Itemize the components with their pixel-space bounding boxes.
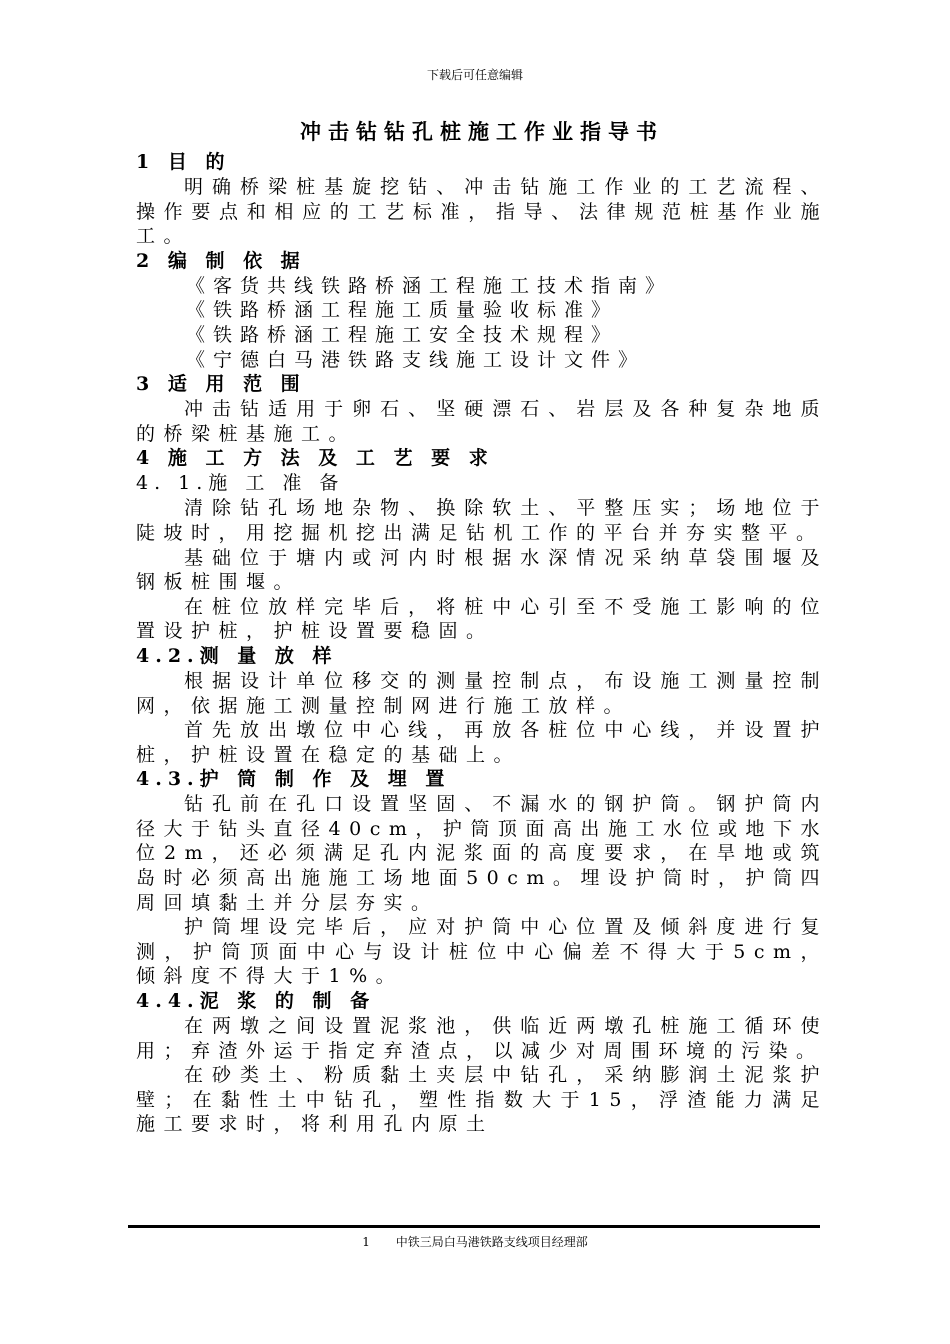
- page-number: 1: [362, 1235, 370, 1249]
- paragraph: 根据设计单位移交的测量控制点，布设施工测量控制网，依据施工测量控制网进行施工放样。: [136, 669, 828, 717]
- paragraph: 护筒埋设完毕后，应对护筒中心位置及倾斜度进行复测，护筒顶面中心与设计桩位中心偏差不得大于5cm，倾斜度不得大于1%。: [136, 916, 828, 988]
- paragraph: 基础位于塘内或河内时根据水深情况采纳草袋围堰及钢板桩围堰。: [136, 546, 828, 594]
- reference-item: 《宁德白马港铁路支线施工设计文件》: [186, 348, 646, 371]
- subsection-heading-preparation: 4. 1.施 工 准 备: [136, 472, 345, 495]
- paragraph: 首先放出墩位中心线，再放各桩位中心线，并设置护桩，护桩设置在稳定的基础上。: [136, 719, 828, 766]
- section-heading-methods: 4 施 工 方 法 及 工 艺 要 求: [136, 447, 494, 470]
- paragraph: 明确桥梁桩基旋挖钻、冲击钻施工作业的工艺流程、操作要点和相应的工艺标准，指导、法律规范桩基作业施工。: [136, 176, 828, 248]
- paragraph: 冲击钻适用于卵石、坚硬漂石、岩层及各种复杂地质的桥梁桩基施工。: [136, 398, 828, 445]
- paragraph: 在桩位放样完毕后，将桩中心引至不受施工影响的位置设护桩，护桩设置要稳固。: [136, 595, 828, 643]
- footer-divider: [128, 1225, 820, 1228]
- paragraph: 清除钻孔场地杂物、换除软土、平整压实；场地位于陡坡时，用挖掘机挖出满足钻机工作的平台并夯实整平。: [136, 497, 828, 544]
- reference-item: 《铁路桥涵工程施工安全技术规程》: [186, 323, 619, 346]
- document-title: 冲击钻钻孔桩施工作业指导书: [300, 119, 664, 144]
- paragraph: 钻孔前在孔口设置坚固、不漏水的钢护筒。钢护筒内径大于钻头直径40cm，护筒顶面高出施工水位或地下水位2m，还必须满足孔内泥浆面的高度要求，在旱地或筑岛时必须高出施施工场地面50cm。埋设护筒时，护筒四周回填黏土并分层夯实。: [136, 793, 828, 914]
- header-note: 下载后可任意编辑: [426, 68, 523, 82]
- subsection-heading-slurry: 4.4.泥 浆 的 制 备: [136, 990, 376, 1013]
- page-footer: [0, 1233, 950, 1250]
- subsection-heading-survey: 4.2.测 量 放 样: [136, 644, 338, 667]
- subsection-heading-casing: 4.3.护 筒 制 作 及 埋 置: [136, 768, 451, 791]
- section-heading-scope: 3 适 用 范 围: [136, 373, 306, 396]
- reference-item: 《铁路桥涵工程施工质量验收标准》: [186, 299, 619, 322]
- paragraph: 在砂类土、粉质黏土夹层中钻孔，采纳膨润土泥浆护壁；在黏性土中钻孔，塑性指数大于15，浮渣能力满足施工要求时，将利用孔内原土: [136, 1064, 828, 1136]
- section-heading-purpose: 1 目 的: [136, 151, 231, 173]
- reference-item: 《客货共线铁路桥涵工程施工技术指南》: [186, 274, 673, 297]
- section-heading-basis: 2 编 制 依 据: [136, 249, 306, 272]
- paragraph: 在两墩之间设置泥浆池，供临近两墩孔桩施工循环使用；弃渣外运于指定弃渣点，以减少对周围环境的污染。: [136, 1015, 828, 1062]
- footer-organization: 中铁三局白马港铁路支线项目经理部: [395, 1235, 588, 1249]
- document-body: [136, 118, 828, 1137]
